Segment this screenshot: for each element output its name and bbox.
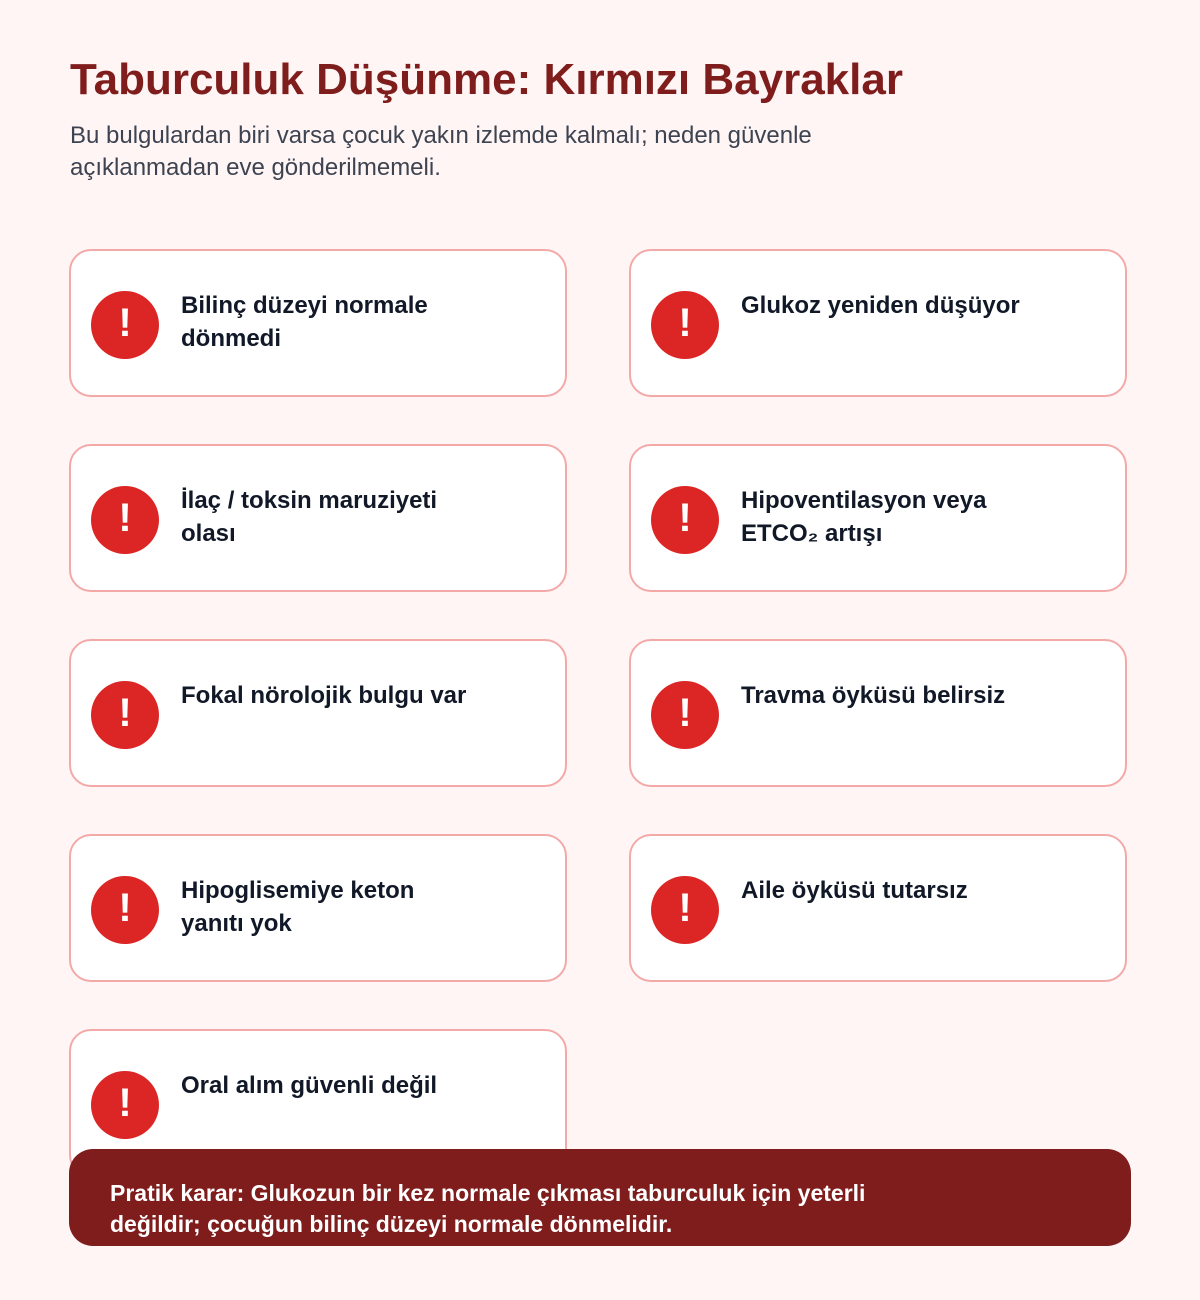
exclamation-icon: !: [91, 486, 159, 554]
red-flag-card: [629, 444, 1127, 592]
red-flag-card: [629, 249, 1127, 397]
red-flag-text: Hipoglisemiye keton yanıtı yok: [181, 877, 415, 937]
exclamation-icon: !: [91, 291, 159, 359]
red-flag-text: Glukoz yeniden düşüyor: [741, 292, 1020, 319]
red-flag-text: Aile öyküsü tutarsız: [741, 877, 968, 904]
red-flag-text: Oral alım güvenli değil: [181, 1072, 438, 1099]
red-flag-text: İlaç / toksin maruziyeti olası: [181, 487, 438, 547]
red-flag-card: [69, 639, 567, 787]
red-flag-text: Bilinç düzeyi normale dönmedi: [181, 292, 428, 352]
exclamation-icon: !: [91, 1071, 159, 1139]
red-flag-text: Hipoventilasyon veya ETCO₂ artışı: [741, 487, 987, 547]
banner-text: Pratik karar: Glukozun bir kez normale çıkması taburculuk için yeterli değildir; çocuğun bilinç düzeyi normale dönmelidir.: [110, 1180, 866, 1237]
page-title: Taburculuk Düşünme: Kırmızı Bayraklar: [70, 55, 903, 104]
page-subtitle: Bu bulgulardan biri varsa çocuk yakın izlemde kalmalı; neden güvenle açıklanmadan eve gönderilmemeli.: [70, 122, 812, 181]
red-flag-card: [629, 639, 1127, 787]
exclamation-icon: !: [651, 291, 719, 359]
red-flag-card: [629, 834, 1127, 982]
exclamation-icon: !: [651, 876, 719, 944]
exclamation-icon: !: [91, 681, 159, 749]
red-flag-text: Fokal nörolojik bulgu var: [181, 682, 467, 709]
exclamation-icon: !: [91, 876, 159, 944]
red-flag-card: [69, 249, 567, 397]
red-flag-text: Travma öyküsü belirsiz: [741, 682, 1006, 709]
practical-decision-banner: [69, 1149, 1131, 1246]
red-flag-card: [69, 834, 567, 982]
exclamation-icon: !: [651, 681, 719, 749]
red-flag-card: [69, 444, 567, 592]
exclamation-icon: !: [651, 486, 719, 554]
